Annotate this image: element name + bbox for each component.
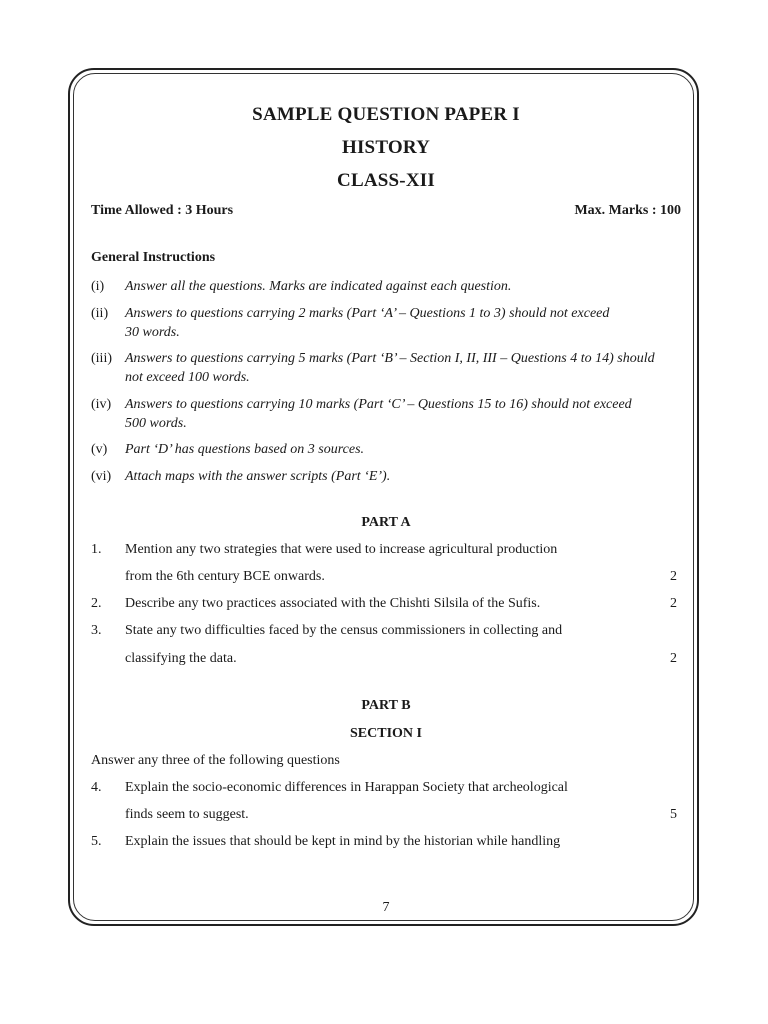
instruction-text: Answers to questions carrying 2 marks (Part ‘A’ – Questions 1 to 3) should not exceed: [125, 306, 610, 321]
instruction-number: (v): [91, 442, 108, 457]
instruction-text: Answers to questions carrying 5 marks (Part ‘B’ – Section I, II, III – Questions 4 to 14) should: [125, 351, 655, 366]
instruction-number: (iii): [91, 351, 112, 366]
question-text-cont: finds seem to suggest.: [125, 807, 249, 822]
question-marks: 2: [670, 651, 677, 666]
general-instructions-heading: General Instructions: [91, 250, 216, 265]
part-b-heading: PART B: [361, 698, 411, 713]
question-text: Explain the socio-economic differences in Harappan Society that archeological: [125, 780, 568, 795]
time-allowed: Time Allowed : 3 Hours: [91, 203, 234, 218]
instruction-number: (i): [91, 279, 105, 294]
question-text-cont: from the 6th century BCE onwards.: [125, 569, 325, 584]
question-text: Mention any two strategies that were used to increase agricultural production: [125, 542, 558, 557]
question-number: 2.: [91, 596, 102, 611]
instruction-number: (iv): [91, 397, 112, 412]
instruction-text: Attach maps with the answer scripts (Part ‘E’).: [125, 469, 391, 484]
question-text: State any two difficulties faced by the census commissioners in collecting and: [125, 623, 563, 638]
question-number: 1.: [91, 542, 102, 557]
subject-title: HISTORY: [341, 137, 431, 158]
instruction-text-cont: 500 words.: [125, 416, 187, 431]
question-marks: 5: [670, 807, 677, 822]
max-marks: Max. Marks : 100: [574, 203, 681, 218]
instruction-text: Answer all the questions. Marks are indicated against each question.: [125, 279, 512, 294]
question-text: Explain the issues that should be kept in mind by the historian while handling: [125, 834, 561, 849]
instruction-text: Part ‘D’ has questions based on 3 sources.: [125, 442, 365, 457]
paper-title: SAMPLE QUESTION PAPER I: [252, 104, 520, 125]
question-text: Describe any two practices associated with the Chishti Silsila of the Sufis.: [125, 596, 541, 611]
section-instruction: Answer any three of the following questions: [91, 753, 340, 768]
question-number: 5.: [91, 834, 102, 849]
section-heading: SECTION I: [350, 726, 422, 741]
class-title: CLASS-XII: [337, 170, 435, 191]
paper-meta: [91, 203, 681, 219]
part-a-heading: PART A: [361, 515, 411, 530]
instruction-text-cont: not exceed 100 words.: [125, 370, 250, 385]
question-number: 3.: [91, 623, 102, 638]
instruction-number: (vi): [91, 469, 112, 484]
question-marks: 2: [670, 596, 677, 611]
instruction-text-cont: 30 words.: [125, 325, 180, 340]
question-text-cont: classifying the data.: [125, 651, 237, 666]
instruction-text: Answers to questions carrying 10 marks (Part ‘C’ – Questions 15 to 16) should not exceed: [125, 397, 632, 412]
page-number: 7: [382, 900, 390, 915]
instruction-number: (ii): [91, 306, 109, 321]
question-marks: 2: [670, 569, 677, 584]
question-number: 4.: [91, 780, 102, 795]
